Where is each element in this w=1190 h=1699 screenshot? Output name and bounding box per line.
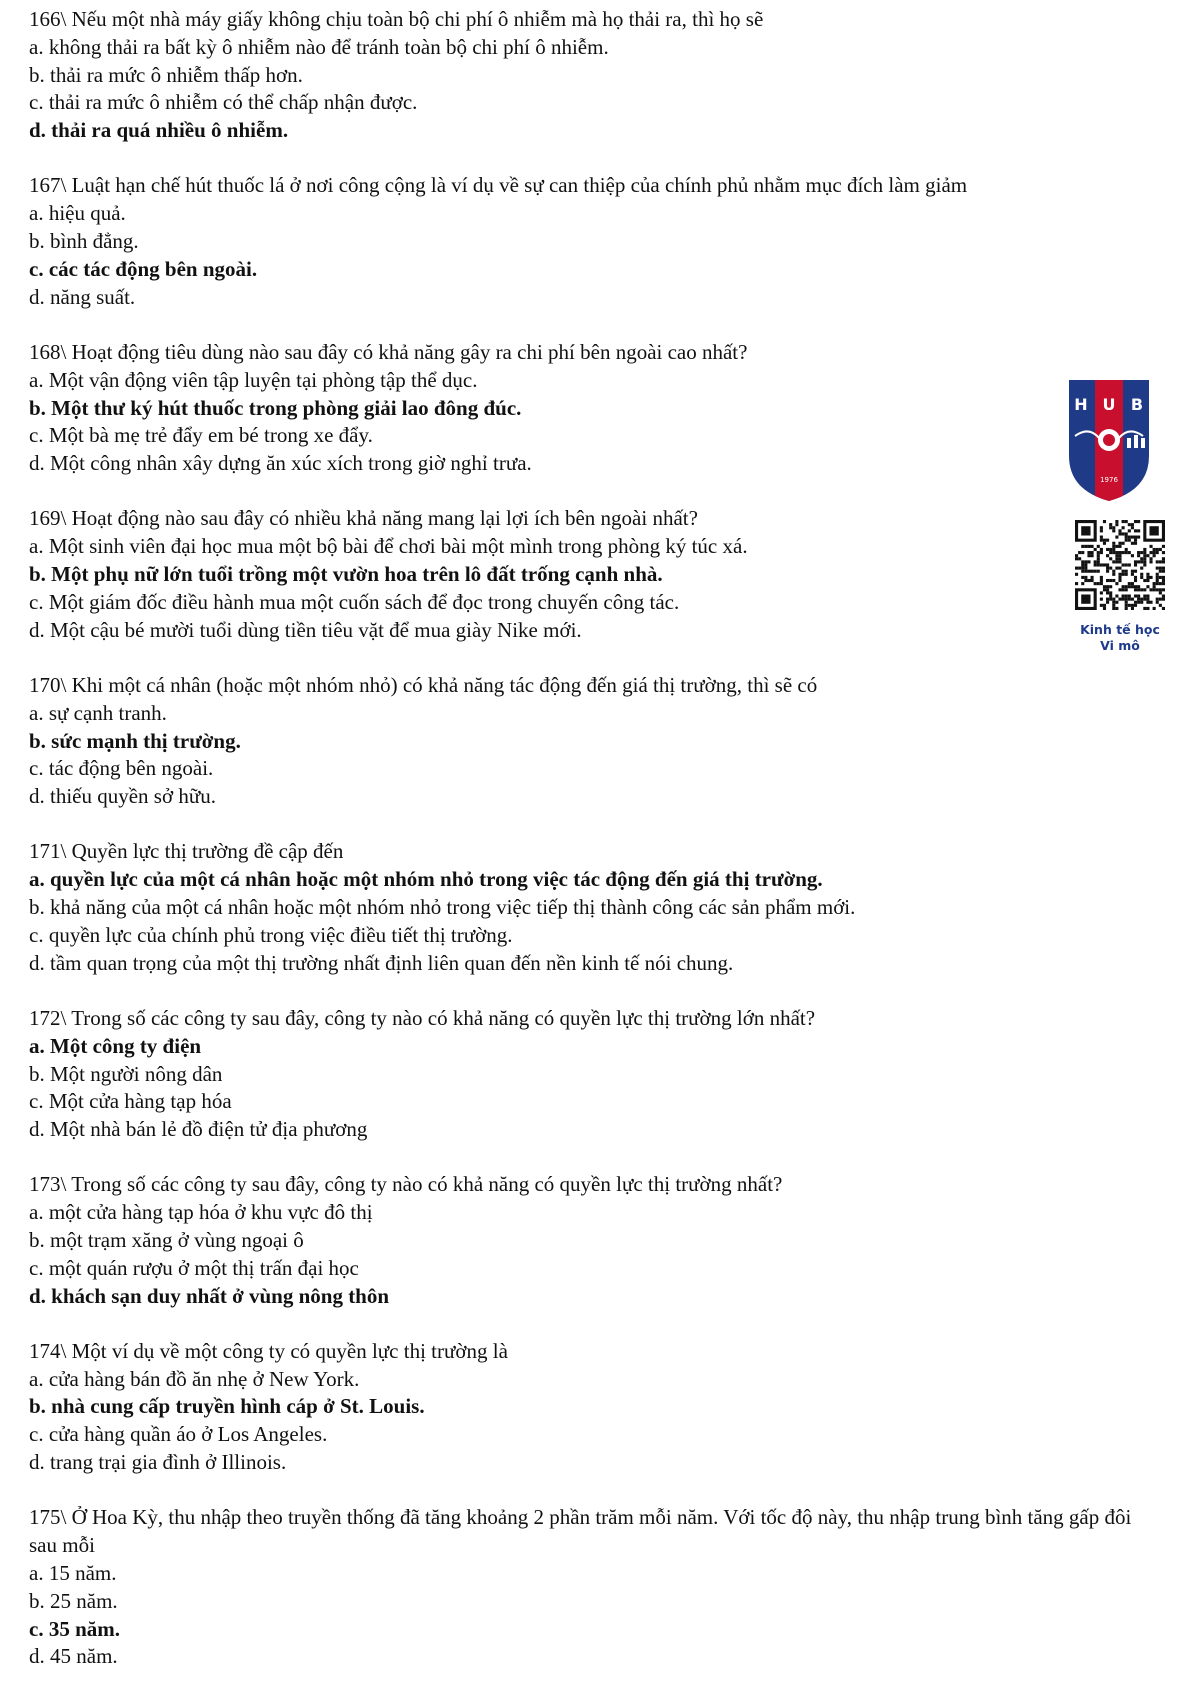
answer-option: d. tầm quan trọng của một thị trường nhất định liên quan đến nền kinh tế nói chung.: [29, 950, 734, 975]
question-stem: 174\ Một ví dụ về một công ty có quyền lực thị trường là: [29, 1338, 508, 1363]
correct-answer-option: d. thải ra quá nhiều ô nhiễm.: [29, 118, 289, 143]
answer-option: a. 15 năm.: [29, 1560, 117, 1585]
question-block: [29, 505, 1159, 644]
correct-answer-option: b. Một phụ nữ lớn tuổi trồng một vườn hoa trên lô đất trống cạnh nhà.: [29, 562, 663, 587]
answer-option: b. một trạm xăng ở vùng ngoại ô: [29, 1227, 304, 1252]
qr-code-icon: [1075, 520, 1165, 610]
answer-option: a. một cửa hàng tạp hóa ở khu vực đô thị: [29, 1200, 373, 1225]
answer-option: d. Một nhà bán lẻ đồ điện tử địa phương: [29, 1117, 368, 1142]
correct-answer-option: b. nhà cung cấp truyền hình cáp ở St. Louis.: [29, 1394, 425, 1419]
question-block: [29, 1171, 1159, 1310]
answer-option: c. Một giám đốc điều hành mua một cuốn sách để đọc trong chuyến công tác.: [29, 589, 680, 614]
correct-answer-option: b. Một thư ký hút thuốc trong phòng giải lao đông đúc.: [29, 395, 522, 420]
answer-option: c. cửa hàng quần áo ở Los Angeles.: [29, 1422, 328, 1447]
question-stem: 170\ Khi một cá nhân (hoặc một nhóm nhỏ) có khả năng tác động đến giá thị trường, thì sẽ có: [29, 672, 818, 697]
answer-option: b. bình đẳng.: [29, 229, 139, 254]
hub-shield-icon: [1065, 378, 1153, 503]
question-block: [29, 1338, 1159, 1477]
logo-year: 1976: [1100, 476, 1118, 484]
question-block: [29, 339, 1159, 478]
logo-letter-b: B: [1130, 395, 1144, 414]
answer-option: c. Một cửa hàng tạp hóa: [29, 1089, 232, 1114]
question-stem: 167\ Luật hạn chế hút thuốc lá ở nơi công cộng là ví dụ về sự can thiệp của chính phủ nhằm mục đích làm giảm: [29, 173, 968, 198]
answer-option: d. thiếu quyền sở hữu.: [29, 784, 216, 809]
answer-option: c. thải ra mức ô nhiễm có thể chấp nhận được.: [29, 90, 418, 115]
answer-option: d. Một cậu bé mười tuổi dùng tiền tiêu vặt để mua giày Nike mới.: [29, 617, 582, 642]
answer-option: c. một quán rượu ở một thị trấn đại học: [29, 1255, 359, 1280]
answer-option: d. năng suất.: [29, 284, 136, 309]
correct-answer-option: b. sức mạnh thị trường.: [29, 728, 241, 753]
question-block: [29, 1504, 1159, 1671]
correct-answer-option: c. 35 năm.: [29, 1616, 120, 1641]
question-block: [29, 172, 1159, 311]
answer-option: b. khả năng của một cá nhân hoặc một nhóm nhỏ trong việc tiếp thị thành công các sản phẩm mới.: [29, 895, 856, 920]
answer-option: b. 25 năm.: [29, 1588, 118, 1613]
question-block: [29, 1005, 1159, 1144]
answer-option: c. Một bà mẹ trẻ đẩy em bé trong xe đẩy.: [29, 423, 373, 448]
answer-option: d. trang trại gia đình ở Illinois.: [29, 1450, 287, 1475]
answer-option: b. Một người nông dân: [29, 1061, 223, 1086]
answer-option: a. Một vận động viên tập luyện tại phòng tập thể dục.: [29, 367, 478, 392]
question-block: [29, 838, 1159, 977]
answer-option: c. tác động bên ngoài.: [29, 756, 214, 781]
answer-option: a. Một sinh viên đại học mua một bộ bài để chơi bài một mình trong phòng ký túc xá.: [29, 534, 748, 559]
correct-answer-option: c. các tác động bên ngoài.: [29, 256, 258, 281]
answer-option: a. sự cạnh tranh.: [29, 700, 167, 725]
question-stem: 168\ Hoạt động tiêu dùng nào sau đây có khả năng gây ra chi phí bên ngoài cao nhất?: [29, 339, 748, 364]
question-stem: 166\ Nếu một nhà máy giấy không chịu toàn bộ chi phí ô nhiễm mà họ thải ra, thì họ sẽ: [29, 7, 764, 31]
question-stem: 173\ Trong số các công ty sau đây, công ty nào có khả năng có quyền lực thị trường nhất?: [29, 1172, 783, 1197]
question-stem: 175\ Ở Hoa Kỳ, thu nhập theo truyền thống đã tăng khoảng 2 phần trăm mỗi năm. Với tốc độ này, thu nhập trung bình tăng gấp đôi sau mỗi: [29, 1505, 1132, 1558]
correct-answer-option: a. Một công ty điện: [29, 1033, 202, 1058]
logo-letter-u: U: [1102, 395, 1116, 414]
quiz-document: [29, 6, 1159, 1699]
hub-logo: [1065, 378, 1165, 503]
caption-line-2: Vi mô: [1100, 638, 1140, 653]
answer-option: a. không thải ra bất kỳ ô nhiễm nào để tránh toàn bộ chi phí ô nhiễm.: [29, 34, 609, 59]
answer-option: d. Một công nhân xây dựng ăn xúc xích trong giờ nghỉ trưa.: [29, 451, 532, 476]
caption-line-1: Kinh tế học: [1080, 622, 1160, 637]
answer-option: c. quyền lực của chính phủ trong việc điều tiết thị trường.: [29, 922, 513, 947]
answer-option: d. 45 năm.: [29, 1644, 118, 1669]
question-stem: 169\ Hoạt động nào sau đây có nhiều khả năng mang lại lợi ích bên ngoài nhất?: [29, 506, 698, 531]
question-block: [29, 6, 1159, 145]
question-stem: 171\ Quyền lực thị trường đề cập đến: [29, 839, 344, 864]
answer-option: b. thải ra mức ô nhiễm thấp hơn.: [29, 62, 303, 87]
correct-answer-option: d. khách sạn duy nhất ở vùng nông thôn: [29, 1283, 390, 1308]
answer-option: a. hiệu quả.: [29, 201, 126, 226]
answer-option: a. cửa hàng bán đồ ăn nhẹ ở New York.: [29, 1366, 360, 1391]
course-caption: [1060, 622, 1180, 654]
logo-letter-h: H: [1074, 395, 1088, 414]
question-stem: 172\ Trong số các công ty sau đây, công ty nào có khả năng có quyền lực thị trường lớn nhất?: [29, 1005, 816, 1030]
correct-answer-option: a. quyền lực của một cá nhân hoặc một nhóm nhỏ trong việc tác động đến giá thị trường.: [29, 867, 823, 892]
question-block: [29, 672, 1159, 811]
